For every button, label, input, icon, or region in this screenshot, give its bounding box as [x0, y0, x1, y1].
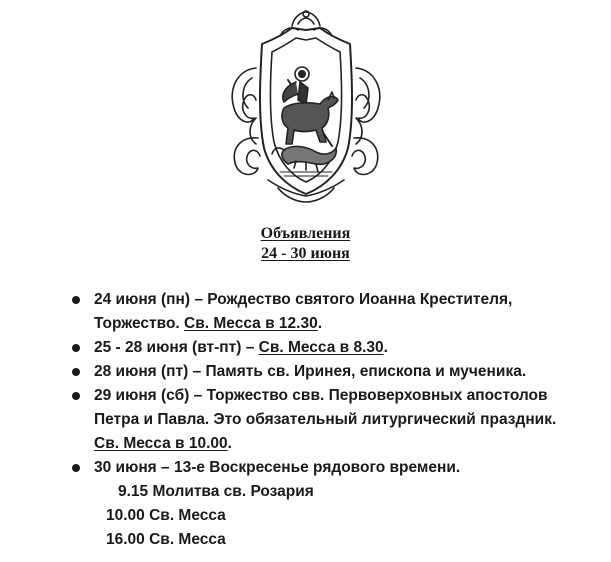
bullet-icon	[72, 344, 80, 352]
date-range: 24 - 30 июня	[261, 245, 350, 262]
schedule-text: 9.15 Молитва св. Розария	[118, 483, 314, 500]
announcement-item-2-line-1	[94, 336, 388, 360]
announcement-text: Петра и Павла. Это обязательный литургический праздник.	[94, 411, 557, 428]
announcement-text: 24 июня (пн) – Рождество святого Иоанна Крестителя,	[94, 291, 513, 308]
announcement-text: 30 июня – 13-е Воскресенье рядового времени.	[94, 459, 461, 476]
page-title: Объявления	[260, 225, 351, 242]
announcement-item-4-line-1	[94, 384, 548, 408]
schedule-item	[106, 528, 226, 552]
schedule-text: 16.00 Св. Месса	[106, 531, 226, 548]
announcement-item-5-line-1	[94, 456, 460, 480]
mass-time-link: Св. Месса в 8.30	[258, 339, 384, 356]
announcement-item-1-line-2	[94, 312, 322, 336]
mass-time-link: Св. Месса в 12.30	[184, 315, 318, 332]
punctuation: .	[317, 315, 323, 332]
announcement-text: 28 июня (пт) – Память св. Иринея, епископа и мученика.	[94, 363, 527, 380]
announcement-text: 25 - 28 июня (вт-пт) –	[94, 339, 259, 356]
schedule-item	[118, 480, 314, 504]
punctuation: .	[227, 435, 232, 452]
bullet-icon	[72, 296, 80, 304]
bullet-icon	[72, 464, 80, 472]
announcement-item-4-line-2	[94, 408, 556, 432]
announcement-item-1-line-1	[94, 288, 512, 312]
schedule-text: 10.00 Св. Месса	[106, 507, 226, 524]
announcement-text: 29 июня (сб) – Торжество свв. Первоверховных апостолов	[94, 387, 548, 404]
punctuation: .	[383, 339, 388, 356]
st-george-emblem	[222, 8, 390, 206]
schedule-item	[106, 504, 226, 528]
bullet-icon	[72, 392, 80, 400]
mass-time-link: Св. Месса в 10.00	[94, 435, 228, 452]
announcement-item-3-line-1	[94, 360, 526, 384]
announcement-text: Торжество.	[94, 315, 185, 332]
announcement-item-4-line-3	[94, 432, 232, 456]
bullet-icon	[72, 368, 80, 376]
